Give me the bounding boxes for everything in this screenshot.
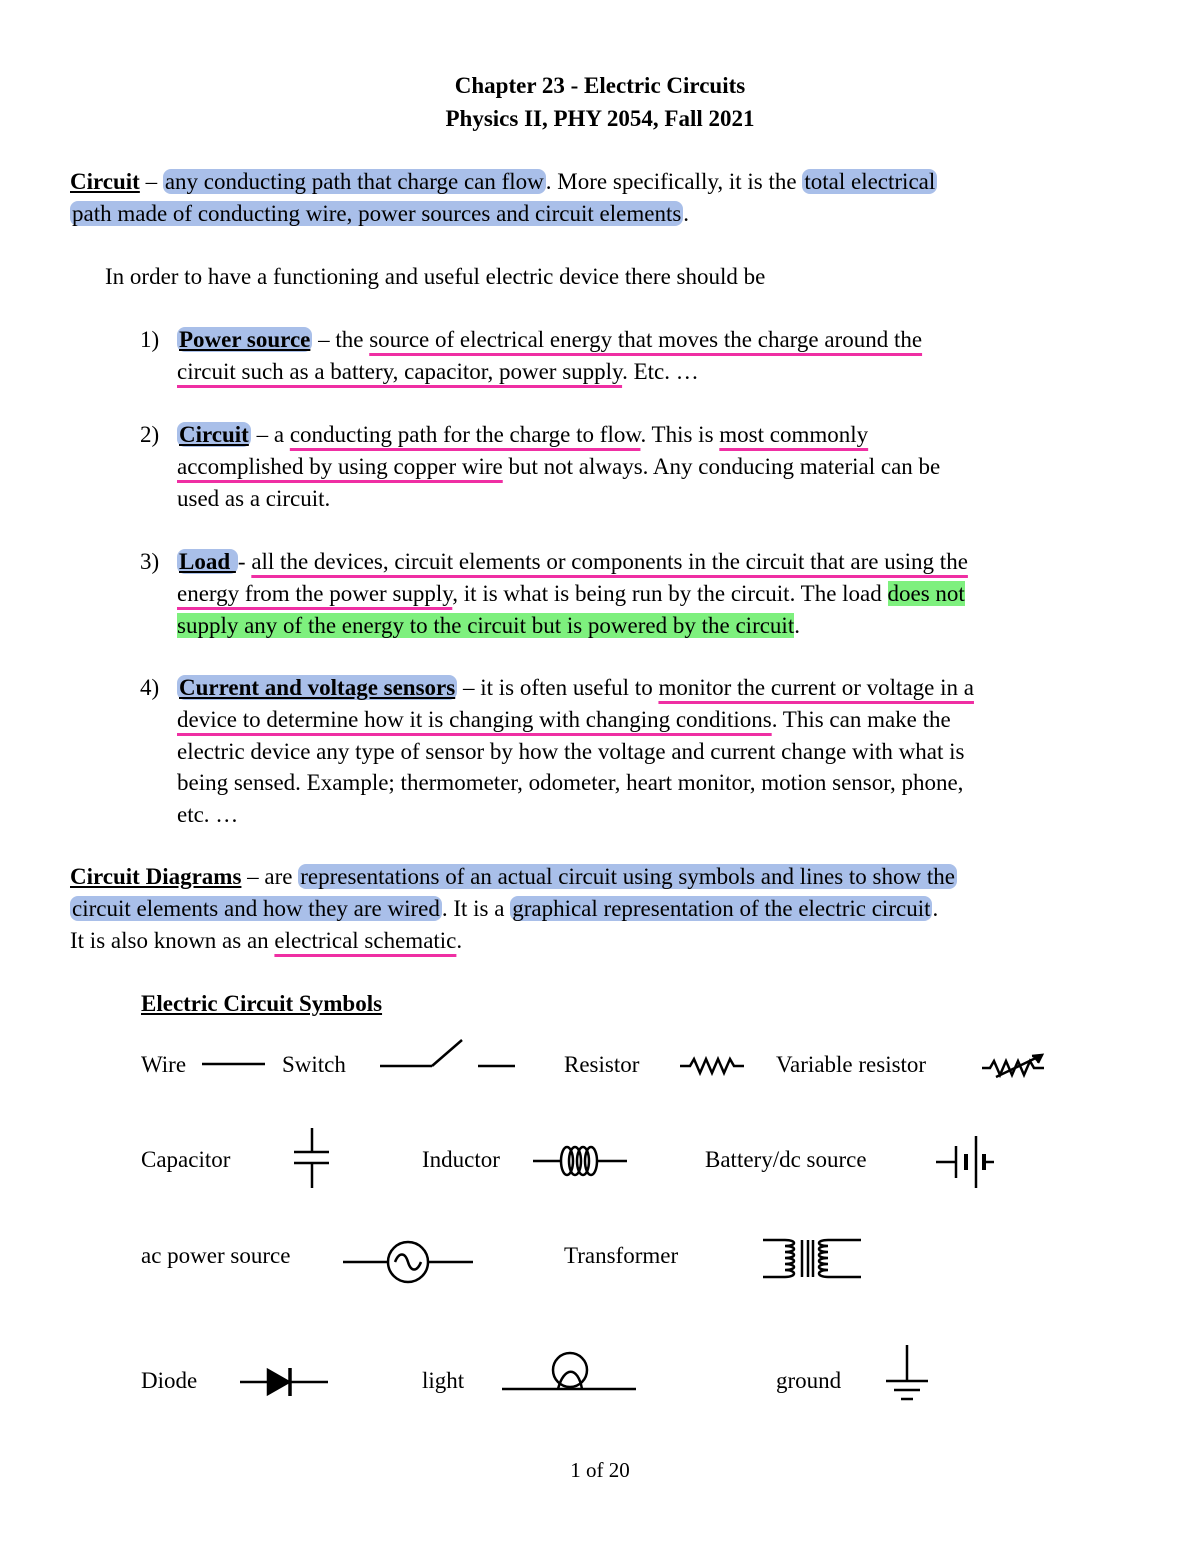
- list-item-2-line3: used as a circuit.: [177, 486, 331, 511]
- transformer-label: Transformer: [564, 1243, 679, 1268]
- variable-resistor-icon: [982, 1050, 1048, 1080]
- ground-label: ground: [776, 1368, 842, 1393]
- list-item-number: 1): [140, 327, 160, 352]
- intro-text: In order to have a functioning and useful electric device there should be: [105, 264, 766, 289]
- highlight-text: total electrical: [804, 169, 936, 194]
- diode-icon: [240, 1365, 330, 1399]
- green-highlight: supply any of the energy to the circuit but is powered by the circuit: [177, 613, 795, 638]
- highlight-text: representations of an actual circuit using symbols and lines to show the: [300, 864, 955, 889]
- list-item-4-line2: device to determine how it is changing with changing conditions. This can make the: [177, 707, 951, 732]
- list-item-3-line2: energy from the power supply, it is what is being run by the circuit. The load does not: [177, 581, 965, 606]
- highlight-text: circuit elements and how they are wired: [72, 896, 440, 921]
- list-item-number: 3): [140, 549, 160, 574]
- list-item-3-line1: Load - all the devices, circuit elements or components in the circuit that are using the: [179, 549, 968, 574]
- diagrams-line2: circuit elements and how they are wired. It is a graphical representation of the electric circuit.: [72, 896, 939, 921]
- diagrams-term: Circuit Diagrams: [70, 864, 242, 889]
- ac-source-label: ac power source: [141, 1243, 291, 1268]
- list-item-2-line2: accomplished by using copper wire but not always. Any conducing material can be: [177, 454, 941, 479]
- list-item-4-line4: being sensed. Example; thermometer, odometer, heart monitor, motion sensor, phone,: [177, 770, 964, 795]
- resistor-icon: [680, 1054, 746, 1078]
- list-item-3-line3: supply any of the energy to the circuit but is powered by the circuit.: [177, 613, 800, 638]
- list-item-4-line1: Current and voltage sensors – it is often useful to monitor the current or voltage in a: [179, 675, 974, 700]
- page-title: Chapter 23 - Electric Circuits: [454, 73, 746, 98]
- diagrams-line1: Circuit Diagrams – are representations of an actual circuit using symbols and lines to show the: [70, 864, 955, 889]
- capacitor-icon: [292, 1126, 332, 1190]
- wire-icon: [202, 1050, 267, 1080]
- list-item-number: 2): [140, 422, 160, 447]
- highlight-text: graphical representation of the electric circuit: [512, 896, 931, 921]
- resistor-label: Resistor: [564, 1052, 640, 1077]
- highlight-text: any conducting path that charge can flow: [164, 169, 544, 194]
- switch-icon: [380, 1036, 520, 1076]
- light-label: light: [422, 1368, 465, 1393]
- ac-source-icon: [343, 1240, 475, 1284]
- transformer-icon: [763, 1236, 865, 1282]
- ground-icon: [884, 1345, 930, 1405]
- page-subtitle: Physics II, PHY 2054, Fall 2021: [445, 106, 755, 131]
- variable-resistor-label: Variable resistor: [776, 1052, 927, 1077]
- item-term: Circuit: [179, 422, 249, 447]
- inductor-label: Inductor: [422, 1147, 500, 1172]
- item-term: Power source: [179, 327, 311, 352]
- light-bulb-icon: [502, 1352, 638, 1394]
- list-item-4-line3: electric device any type of sensor by how the voltage and current change with what is: [177, 739, 965, 764]
- circuit-definition-line1: Circuit – any conducting path that charge can flow. More specifically, it is the total electrical: [70, 169, 936, 194]
- symbols-heading: Electric Circuit Symbols: [141, 991, 383, 1016]
- capacitor-label: Capacitor: [141, 1147, 231, 1172]
- circuit-term: Circuit: [70, 169, 140, 194]
- page-number: 1 of 20: [570, 1458, 630, 1482]
- battery-label: Battery/dc source: [705, 1147, 867, 1172]
- list-item-2-line1: Circuit – a conducting path for the charge to flow. This is most commonly: [179, 422, 869, 447]
- inductor-icon: [533, 1143, 629, 1179]
- list-item-4-line5: etc. …: [177, 802, 239, 827]
- list-item-1-line2: circuit such as a battery, capacitor, power supply. Etc. …: [177, 359, 699, 384]
- list-item-number: 4): [140, 675, 160, 700]
- battery-icon: [936, 1132, 996, 1192]
- list-item-1-line1: Power source – the source of electrical energy that moves the charge around the: [179, 327, 923, 352]
- item-term: Load: [179, 549, 236, 574]
- diode-label: Diode: [141, 1368, 198, 1393]
- wire-label: Wire: [141, 1052, 187, 1077]
- green-highlight: does not: [887, 581, 965, 606]
- highlight-text: path made of conducting wire, power sources and circuit elements: [72, 201, 682, 226]
- item-term: Current and voltage sensors: [179, 675, 456, 700]
- circuit-definition-line2: path made of conducting wire, power sources and circuit elements.: [72, 201, 690, 226]
- diagrams-line3: It is also known as an electrical schematic.: [70, 928, 463, 953]
- switch-label: Switch: [282, 1052, 346, 1077]
